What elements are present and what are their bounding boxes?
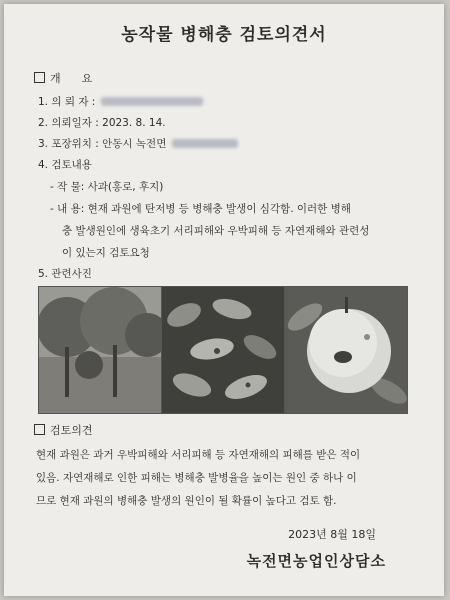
checkbox-square-icon (34, 72, 45, 83)
request-date-line: 2. 의뢰일자 : 2023. 8. 14. (38, 117, 166, 129)
checkbox-square-icon (34, 424, 45, 435)
opinion-line-3: 므로 현재 과원의 병해충 발생의 원인이 될 확률이 높다고 검토 함. (36, 495, 337, 507)
document-title: 농작물 병해충 검토의견서 (121, 25, 327, 45)
redacted-address (172, 139, 238, 148)
leaves-photo (162, 287, 285, 413)
detail-line-1: - 내 용: 현재 과원에 탄저병 등 병해충 발생이 심각함. 이러한 병해 (50, 203, 351, 215)
redacted-requester (101, 97, 203, 106)
location-line: 3. 포장위치 : 안동시 녹전면 (38, 136, 238, 151)
document-page (4, 4, 444, 596)
content-heading: 4. 검토내용 (38, 159, 92, 171)
issuer-signature: 녹전면농업인상담소 (246, 552, 386, 570)
damaged-apple-photo (285, 287, 407, 413)
requester-line: 1. 의 뢰 자 : (38, 94, 203, 109)
detail-line-3: 이 있는지 검토요청 (62, 247, 150, 259)
photos-heading: 5. 관련사진 (38, 268, 92, 280)
detail-line-2: 충 발생원인에 생육초기 서리피해와 우박피해 등 자연재해와 관련성 (62, 225, 370, 237)
section-overview: 개 요 (34, 70, 92, 86)
related-photos (38, 286, 408, 414)
opinion-line-2: 있음. 자연재해로 인한 피해는 병해충 발병율을 높이는 원인 중 하나 이 (36, 472, 357, 484)
orchard-photo (39, 287, 162, 413)
document-date: 2023년 8월 18일 (288, 528, 376, 541)
crop-line: - 작 물: 사과(홍로, 후지) (50, 181, 164, 193)
opinion-line-1: 현재 과원은 과거 우박피해와 서리피해 등 자연재해의 피해를 받은 적이 (36, 449, 361, 461)
section-opinion: 검토의견 (34, 422, 93, 438)
